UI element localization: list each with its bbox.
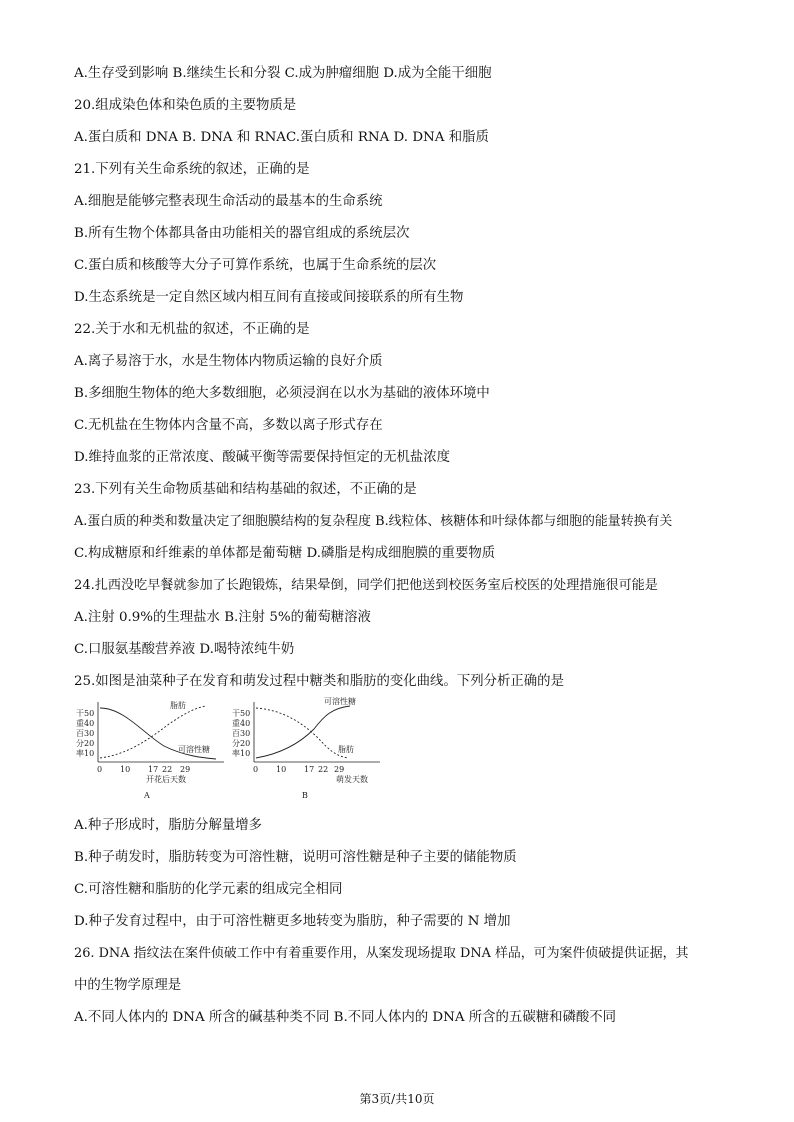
q22-option-d: D.维持血浆的正常浓度、酸碱平衡等需要保持恒定的无机盐浓度: [74, 450, 451, 465]
ylabel-char: 重: [76, 719, 84, 728]
q24-options-cd: C.口服氨基酸营养液 D.喝特浓纯牛奶: [74, 642, 295, 657]
q22-option-a: A.离子易溶于水，水是生物体内物质运输的良好介质: [74, 354, 383, 369]
ylabel-char: 率: [76, 749, 84, 758]
ytick: 50: [240, 709, 251, 718]
q23-options-cd: C.构成糖原和纤维素的单体都是葡萄糖 D.磷脂是构成细胞膜的重要物质: [74, 546, 496, 561]
ylabel-char: 百: [232, 729, 240, 738]
ytick: 30: [84, 729, 95, 738]
q23-stem: 23.下列有关生命物质基础和结构基础的叙述，不正确的是: [74, 482, 417, 497]
curve-sugar-b: [256, 706, 350, 758]
ytick: 40: [84, 719, 95, 728]
panel-a: [76, 700, 224, 800]
q21-option-a: A.细胞是能够完整表现生命活动的最基本的生命系统: [74, 194, 383, 209]
xtick: 17: [304, 765, 315, 774]
curve-label: 脂肪: [170, 701, 186, 710]
xtick: 0: [97, 765, 103, 774]
ytick: 40: [240, 719, 251, 728]
q22-stem: 22.关于水和无机盐的叙述，不正确的是: [74, 322, 310, 337]
ytick: 10: [84, 749, 95, 758]
xtick: 10: [120, 765, 131, 774]
q22-option-b: B.多细胞生物体的绝大多数细胞，必须浸润在以水为基础的液体环境中: [74, 386, 490, 401]
q20-options: A.蛋白质和 DNA B. DNA 和 RNAC.蛋白质和 RNA D. DNA 和脂质: [74, 130, 489, 145]
xtick: 17: [148, 765, 159, 774]
panel-b: [232, 696, 380, 800]
q21-option-c: C.蛋白质和核酸等大分子可算作系统，也属于生命系统的层次: [74, 258, 437, 273]
ytick: 20: [84, 739, 95, 748]
curve-label: 脂肪: [338, 745, 354, 754]
q26-stem-cont: 中的生物学原理是: [74, 978, 182, 993]
q21-option-d: D.生态系统是一定自然区域内相互间有直接或间接联系的所有生物: [74, 290, 464, 305]
q25-option-a: A.种子形成时，脂肪分解量增多: [74, 818, 263, 833]
xtick: 29: [334, 765, 345, 774]
ylabel-char: 分: [232, 739, 240, 748]
ytick: 30: [240, 729, 251, 738]
q26-stem: 26. DNA 指纹法在案件侦破工作中有着重要作用，从案发现场提取 DNA 样品，可为案件侦破提供证据，其: [74, 946, 689, 961]
q25-stem: 25.如图是油菜种子在发育和萌发过程中糖类和脂肪的变化曲线。下列分析正确的是: [74, 674, 564, 689]
panel-label: A: [144, 791, 150, 800]
ylabel-char: 干: [232, 709, 240, 718]
ytick: 10: [240, 749, 251, 758]
page-number: 第3页/共10页: [359, 1092, 435, 1106]
q26-options-ab: A.不同人体内的 DNA 所含的碱基种类不同 B.不同人体内的 DNA 所含的五碳糖和磷酸不同: [74, 1010, 617, 1025]
q19-options: A.生存受到影响 B.继续生长和分裂 C.成为肿瘤细胞 D.成为全能干细胞: [74, 66, 492, 81]
curve-label: 可溶性糖: [324, 697, 356, 706]
ylabel-char: 百: [76, 729, 84, 738]
q23-options-ab: A.蛋白质的种类和数量决定了细胞膜结构的复杂程度 B.线粒体、核糖体和叶绿体都与细胞的能量转换有关: [74, 514, 673, 529]
q25-option-d: D.种子发育过程中，由于可溶性糖更多地转变为脂肪，种子需要的 N 增加: [74, 914, 511, 929]
q25-option-c: C.可溶性糖和脂肪的化学元素的组成完全相同: [74, 882, 343, 897]
q24-options-ab: A.注射 0.9%的生理盐水 B.注射 5%的葡萄糖溶液: [74, 610, 371, 625]
q25-option-b: B.种子萌发时，脂肪转变为可溶性糖，说明可溶性糖是种子主要的储能物质: [74, 850, 517, 865]
ylabel-char: 干: [76, 709, 84, 718]
xtick: 10: [276, 765, 287, 774]
ylabel-char: 分: [76, 739, 84, 748]
q20-stem: 20.组成染色体和染色质的主要物质是: [74, 98, 297, 113]
curve-fat-b: [256, 708, 348, 758]
xlabel: 萌发天数: [336, 775, 368, 784]
xtick: 0: [253, 765, 259, 774]
q22-option-c: C.无机盐在生物体内含量不高，多数以离子形式存在: [74, 418, 383, 433]
xtick: 22: [162, 765, 173, 774]
q21-option-b: B.所有生物个体都具备由功能相关的器官组成的系统层次: [74, 226, 410, 241]
q24-stem: 24.扎西没吃早餐就参加了长跑锻炼，结果晕倒，同学们把他送到校医务室后校医的处理措施很可能是: [74, 578, 658, 593]
curve-label: 可溶性糖: [178, 745, 210, 754]
ylabel-char: 重: [232, 719, 240, 728]
ytick: 50: [84, 709, 95, 718]
xtick: 29: [180, 765, 191, 774]
q21-stem: 21.下列有关生命系统的叙述，正确的是: [74, 162, 310, 177]
xlabel: 开花后天数: [146, 775, 186, 784]
panel-label: B: [302, 791, 308, 800]
ylabel-char: 率: [232, 749, 240, 758]
q25-figure: [74, 694, 394, 802]
xtick: 22: [318, 765, 329, 774]
ytick: 20: [240, 739, 251, 748]
